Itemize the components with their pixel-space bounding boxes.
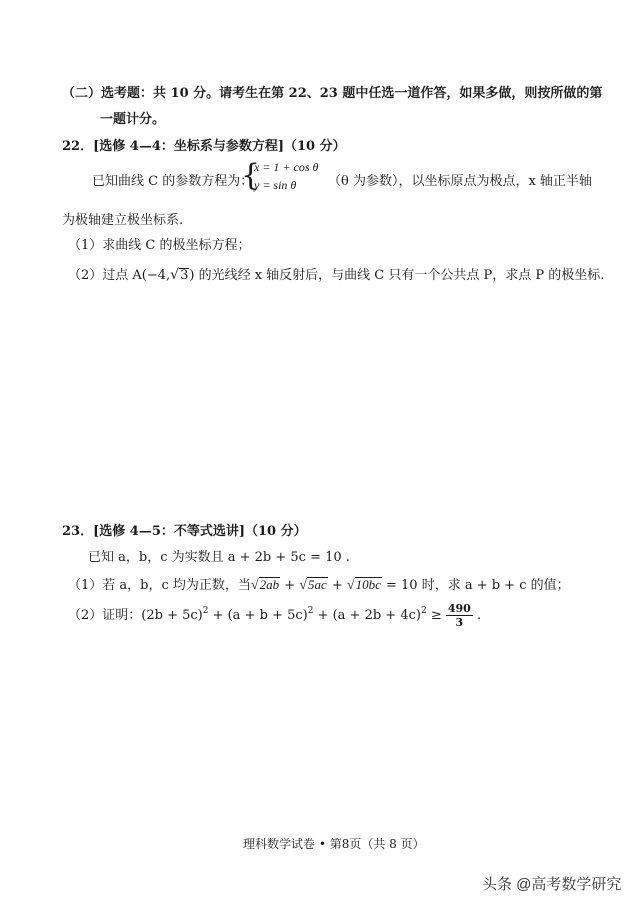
q22-part2-prefix: （2）过点 A(−4, — [68, 268, 171, 283]
q23-part1-prefix: （1）若 a，b，c 均为正数，当 — [68, 578, 251, 593]
q23-part2-mid1: + (a + b + 5c) — [208, 608, 308, 623]
q23-part2 — [68, 602, 481, 629]
q23-title: 23．[选修 4—5：不等式选讲]（10 分） — [62, 524, 307, 539]
q23-sqrt-2ab: √2ab — [250, 577, 280, 593]
q23-exp3: 2 — [420, 606, 427, 616]
q22-title: 22．[选修 4—4：坐标系与参数方程]（10 分） — [62, 139, 346, 154]
q23-exp1: 2 — [202, 606, 209, 616]
q23-ge-sign: ≥ — [426, 608, 446, 623]
page-footer: 理科数学试卷 • 第8页（共 8 页） — [243, 837, 425, 851]
q23-fraction: $\frac{490}{3}$ — [447, 602, 471, 629]
q22-eq-y: y = sin θ — [254, 178, 297, 192]
q22-eq-x: x = 1 + cos θ — [254, 160, 319, 174]
q23-part1 — [68, 574, 570, 594]
q23-part1-plus2: + — [327, 578, 347, 593]
watermark-text: 头条 @高考数学研究 — [482, 876, 622, 893]
q23-intro: 已知 a，b，c 为实数且 a + 2b + 5c = 10 . — [88, 550, 350, 565]
q22-part2-suffix: ) 的光线经 x 轴反射后，与曲线 C 只有一个公共点 P，求点 P 的极坐标. — [189, 268, 605, 283]
q22-part2 — [68, 264, 604, 283]
q22-sqrt3: √3 — [170, 267, 189, 283]
q22-intro-line2: 为极轴建立极坐标系. — [62, 213, 184, 228]
q23-part2-prefix: （2）证明：(2b + 5c) — [68, 608, 203, 623]
q22-part1: （1）求曲线 C 的极坐标方程； — [68, 238, 251, 253]
q23-sqrt-5ac: √5ac — [299, 577, 327, 593]
q23-sqrt-10bc: √10bc — [346, 577, 381, 593]
q23-part2-end: . — [472, 608, 482, 623]
section-header-line1: （二）选考题：共 10 分。请考生在第 22、23 题中任选一道作答，如果多做，则按所做的第 — [62, 86, 603, 101]
q22-system-brace: { — [241, 158, 261, 193]
q22-intro-suffix: （θ 为参数），以坐标原点为极点，x 轴正半轴 — [328, 174, 592, 189]
q23-part1-suffix: = 10 时，求 a + b + c 的值； — [381, 578, 570, 593]
q22-intro-prefix: 已知曲线 C 的参数方程为： — [92, 174, 254, 189]
q23-exp2: 2 — [307, 606, 314, 616]
section-header-line2: 一题计分。 — [100, 112, 166, 127]
q23-part1-plus1: + — [280, 578, 300, 593]
q23-part2-mid2: + (a + 2b + 4c) — [313, 608, 421, 623]
